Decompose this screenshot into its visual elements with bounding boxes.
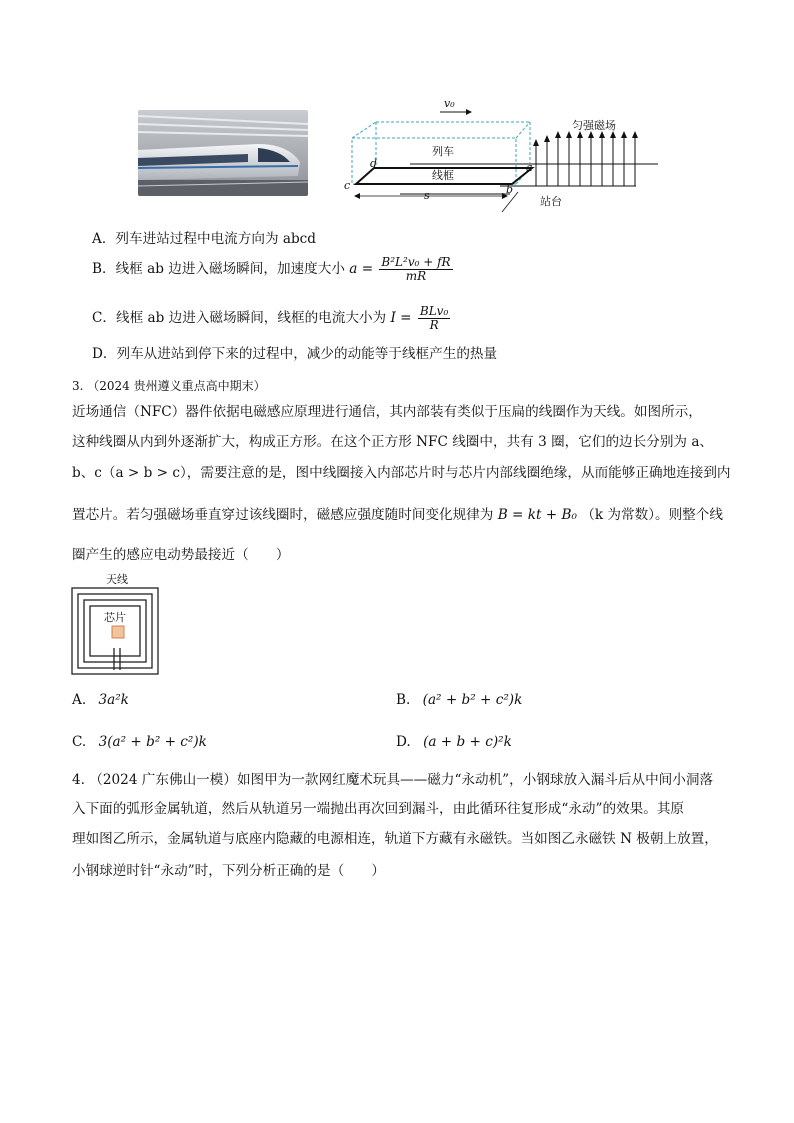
- q2-option-c-denominator: R: [429, 318, 439, 332]
- q2-option-b-denominator: mR: [405, 269, 427, 283]
- q3-option-a-expr: 3a²k: [98, 692, 129, 708]
- q3-line-2: 这种线圈从内到外逐渐扩大，构成正方形。在这个正方形 NFC 线圈中，共有 3 圈，它们的边长分别为 a、: [72, 434, 714, 450]
- s-label: s: [424, 189, 430, 202]
- q2-option-c: [92, 305, 452, 332]
- train-magnetic-field-diagram: [340, 96, 660, 214]
- train-label: 列车: [432, 145, 454, 158]
- frame-label: 线框: [432, 169, 454, 182]
- q2-option-b-fraction: [379, 256, 452, 283]
- q3-line-3: b、c（a > b > c），需要注意的是，图中线圈接入内部芯片时与芯片内部线圈绝缘，从而能够正确地连接到内: [72, 465, 731, 481]
- q3-option-d-expr: (a + b + c)²k: [423, 734, 512, 750]
- q3-line-5: 圈产生的感应电动势最接近（ ）: [72, 547, 290, 563]
- corner-c-label: c: [344, 179, 351, 192]
- train-photo: [138, 110, 308, 196]
- field-label: 匀强磁场: [572, 119, 616, 132]
- q4-line-2: 入下面的弧形金属轨道，然后从轨道另一端抛出再次回到漏斗，由此循环往复形成“永动”的效果。其原: [72, 801, 685, 817]
- nfc-coil-figure: [70, 570, 162, 678]
- diagram-svg: [340, 96, 660, 214]
- q3-option-b-expr: (a² + b² + c²)k: [422, 692, 523, 708]
- q3-option-d-letter: D.: [396, 734, 411, 750]
- q3-line-1: 近场通信（NFC）器件依据电磁感应原理进行通信，其内部装有类似于压扁的线圈作为天线。如图所示，: [72, 404, 702, 420]
- q3-option-c-expr: 3(a² + b² + c²)k: [98, 734, 207, 750]
- q2-option-b-lhs: a =: [349, 261, 374, 277]
- corner-b-label: b: [506, 183, 514, 196]
- coil-svg: [70, 586, 162, 678]
- q3-option-c: [72, 732, 207, 752]
- magnetic-field-arrows: [536, 136, 635, 186]
- q2-option-c-lhs: I =: [390, 310, 412, 326]
- q2-option-c-numerator: BLv₀: [419, 304, 449, 318]
- q3-option-a: [72, 690, 129, 710]
- q4-line-1: 4. （2024 广东佛山一模）如图甲为一款网红魔术玩具——磁力“永动机”，小钢球放入漏斗后从中间小洞落: [72, 772, 714, 788]
- q3-option-d: [396, 732, 512, 752]
- q2-option-a: A．列车进站过程中电流方向为 abcd: [92, 231, 316, 247]
- q2-option-c-text: C．线框 ab 边进入磁场瞬间，线框的电流大小为: [92, 310, 387, 326]
- corner-d-label: d: [370, 157, 378, 170]
- q4-line-4: 小钢球逆时针“永动”时，下列分析正确的是（ ）: [72, 863, 385, 879]
- q2-option-b-text: B．线框 ab 边进入磁场瞬间，加速度大小: [92, 261, 345, 277]
- maglev-train-image: [138, 110, 308, 196]
- q3-option-a-letter: A.: [72, 692, 87, 708]
- q4-line-3: 理如图乙所示，金属轨道与底座内隐藏的电源相连，轨道下方藏有永磁铁。当如图乙永磁铁 N 极朝上放置，: [72, 831, 718, 847]
- corner-a-label: a: [526, 161, 533, 174]
- chip-label: 芯片: [104, 611, 126, 624]
- v0-label: v₀: [444, 97, 455, 110]
- antenna-label: 天线: [106, 573, 128, 586]
- q2-option-c-fraction: [418, 305, 450, 332]
- q3-formula: B = kt + B₀: [497, 507, 577, 523]
- q3-option-c-letter: C.: [72, 734, 87, 750]
- q3-header: 3. （2024 贵州遵义重点高中期末）: [72, 379, 266, 393]
- station-label: 站台: [540, 195, 562, 208]
- q2-option-b: [92, 256, 455, 283]
- q3-line-4: [72, 502, 723, 529]
- q3-line-4-text-b: （k 为常数）。则整个线: [581, 507, 723, 523]
- q2-option-d: D．列车从进站到停下来的过程中，减少的动能等于线框产生的热量: [92, 346, 498, 362]
- q3-option-b-letter: B.: [396, 692, 411, 708]
- q3-line-4-text-a: 置芯片。若匀强磁场垂直穿过该线圈时，磁感应强度随时间变化规律为: [72, 507, 494, 523]
- q2-option-b-numerator: B²L²v₀ + fR: [381, 255, 451, 269]
- q3-option-b: [396, 690, 522, 710]
